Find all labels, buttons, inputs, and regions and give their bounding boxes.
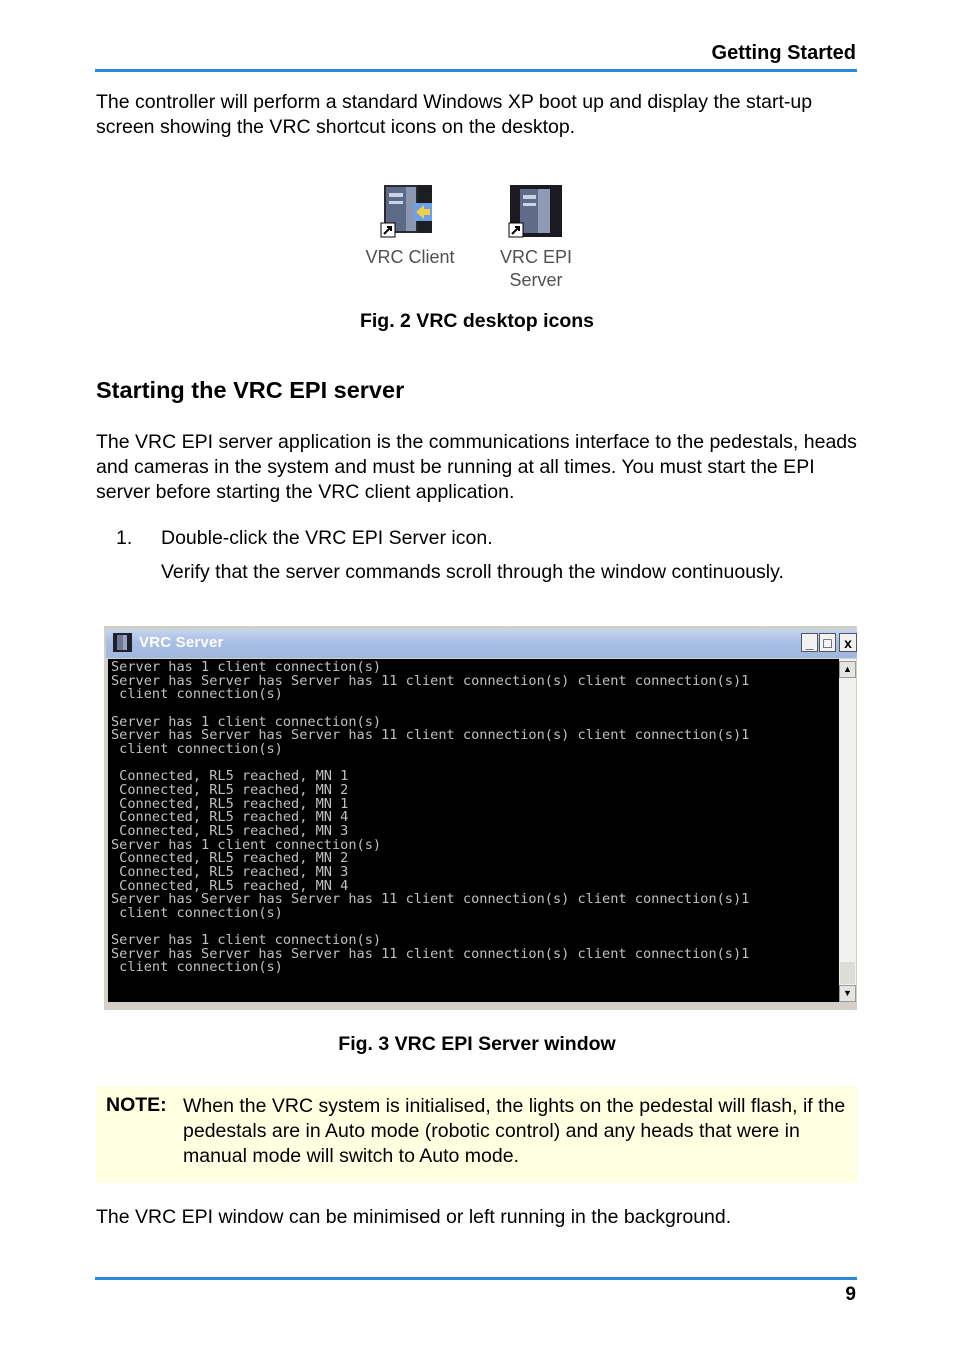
- section-paragraph: The VRC EPI server application is the communications interface to the pedestals, heads and cameras in the system and must be running at all times. You must start the EPI server before starting the VRC client application.: [96, 431, 857, 503]
- step-subtext: Verify that the server commands scroll through the window continuously.: [161, 561, 784, 583]
- scroll-down-icon[interactable]: ▼: [839, 985, 856, 1002]
- page-number: 9: [845, 1284, 856, 1305]
- desktop-icons-figure: [362, 180, 586, 295]
- scroll-thumb[interactable]: [840, 962, 855, 984]
- vrc-epi-server-label-line1: VRC EPI: [499, 247, 573, 267]
- step-text: Double-click the VRC EPI Server icon.: [161, 527, 493, 549]
- vrc-client-icon[interactable]: [380, 183, 436, 239]
- step-number: 1.: [116, 527, 133, 549]
- vrc-epi-server-icon-label: [488, 246, 584, 292]
- close-button[interactable]: x: [839, 633, 857, 652]
- footer-rule: [95, 1277, 857, 1280]
- fig3-caption: Fig. 3 VRC EPI Server window: [338, 1033, 616, 1055]
- scroll-up-icon[interactable]: ▲: [839, 661, 856, 678]
- maximize-button[interactable]: □: [819, 633, 836, 652]
- window-title: VRC Server: [139, 634, 224, 651]
- vrc-epi-server-label-line2: Server: [509, 270, 563, 290]
- console-output: [108, 659, 839, 1002]
- note-text: When the VRC system is initialised, the lights on the pedestal will flash, if the pedestals are in Auto mode (robotic control) and any heads that were in manual mode will switch to Auto mode.: [183, 1095, 846, 1167]
- window-app-icon[interactable]: [113, 633, 132, 652]
- vrc-client-icon-label: VRC Client: [365, 247, 455, 267]
- vrc-epi-server-icon[interactable]: [508, 183, 564, 239]
- section-heading: Starting the VRC EPI server: [96, 377, 405, 403]
- closing-paragraph: The VRC EPI window can be minimised or left running in the background.: [96, 1206, 732, 1228]
- minimize-button[interactable]: _: [801, 633, 818, 652]
- fig2-caption: Fig. 2 VRC desktop icons: [359, 310, 595, 332]
- note-label: NOTE:: [106, 1094, 167, 1116]
- vertical-scrollbar[interactable]: [839, 659, 856, 1002]
- intro-paragraph: The controller will perform a standard Windows XP boot up and display the start-up screen showing the VRC shortcut icons on the desktop.: [96, 91, 813, 138]
- running-header: Getting Started: [711, 42, 856, 64]
- console-text: Server has 1 client connection(s) Server has Server has Server has 11 client connection(s) client connection(s)1 client connection(s) Server has 1 client connection(s) Server has Server has Server has 11 client connection(s) client connection(s)1 client connection(s) Connected, RL5 reached, MN 1 Connected, RL5 reached, MN 2 Connected, RL5 reached, MN 1 Connected, RL5 reached, MN 4 Connected, RL5 reached, MN 3 Server has 1 client connection(s) Connected, RL5 reached, MN 2 Connected, RL5 reached, MN 3 Connected, RL5 reached, MN 4 Server has Server has Server has 11 client connection(s) client connection(s)1 client connection(s) Server has 1 client connection(s) Server has Server has Server has 11 client connection(s) client connection(s)1 client connection(s): [111, 659, 750, 976]
- header-rule: [95, 69, 857, 72]
